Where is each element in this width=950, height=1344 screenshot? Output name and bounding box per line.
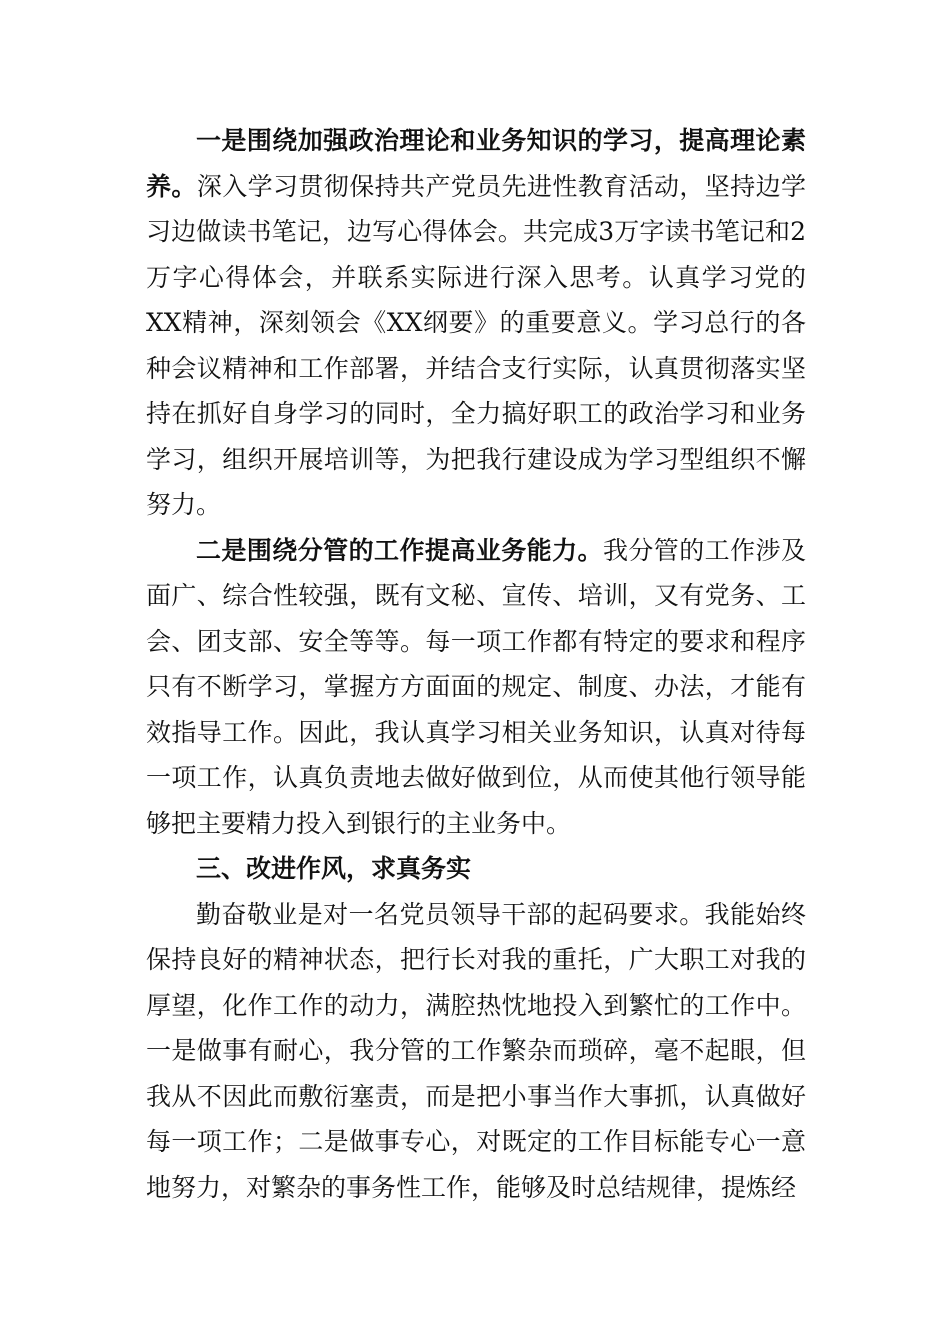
- paragraph-diligence: [146, 892, 806, 1211]
- paragraph-lead-business-ability: 二是围绕分管的工作提高业务能力。: [196, 535, 603, 565]
- paragraph-text-diligence: 勤奋敬业是对一名党员领导干部的起码要求。我能始终保持良好的精神状态，把行长对我的重托，广大职工对我的厚望，化作工作的动力，满腔热忱地投入到繁忙的工作中。一是做事有耐心，我分管的工作繁杂而琐碎，毫不起眼，但我从不因此而敷衍塞责，而是把小事当作大事抓，认真做好每一项工作；二是做事专心，对既定的工作目标能专心一意地努力，对繁杂的事务性工作，能够及时总结规律，提炼经: [146, 899, 806, 1202]
- paragraph-business-ability: [146, 528, 806, 847]
- paragraph-political-study: [146, 118, 806, 528]
- paragraph-text-political-study: 深入学习贯彻保持共产党员先进性教育活动，坚持边学习边做读书笔记，边写心得体会。共完成3万字读书笔记和2万字心得体会，并联系实际进行深入思考。认真学习党的XX精神，深刻领会《XX纲要》的重要意义。学习总行的各种会议精神和工作部署，并结合支行实际，认真贯彻落实坚持在抓好自身学习的同时，全力搞好职工的政治学习和业务学习，组织开展培训等，为把我行建设成为学习型组织不懈努力。: [146, 171, 806, 519]
- section-heading: 三、改进作风，求真务实: [196, 854, 472, 883]
- paragraph-lead-political-study: 一是围绕加强政治理论和业务知识的学习，提高理论素养。: [146, 126, 806, 201]
- document-body: [146, 118, 806, 1210]
- paragraph-text-business-ability: 我分管的工作涉及面广、综合性较强，既有文秘、宣传、培训，又有党务、工会、团支部、安全等等。每一项工作都有特定的要求和程序只有不断学习，掌握方方面面的规定、制度、办法，才能有效指导工作。因此，我认真学习相关业务知识，认真对待每一项工作，认真负责地去做好做到位，从而使其他行领导能够把主要精力投入到银行的主业务中。: [146, 535, 806, 838]
